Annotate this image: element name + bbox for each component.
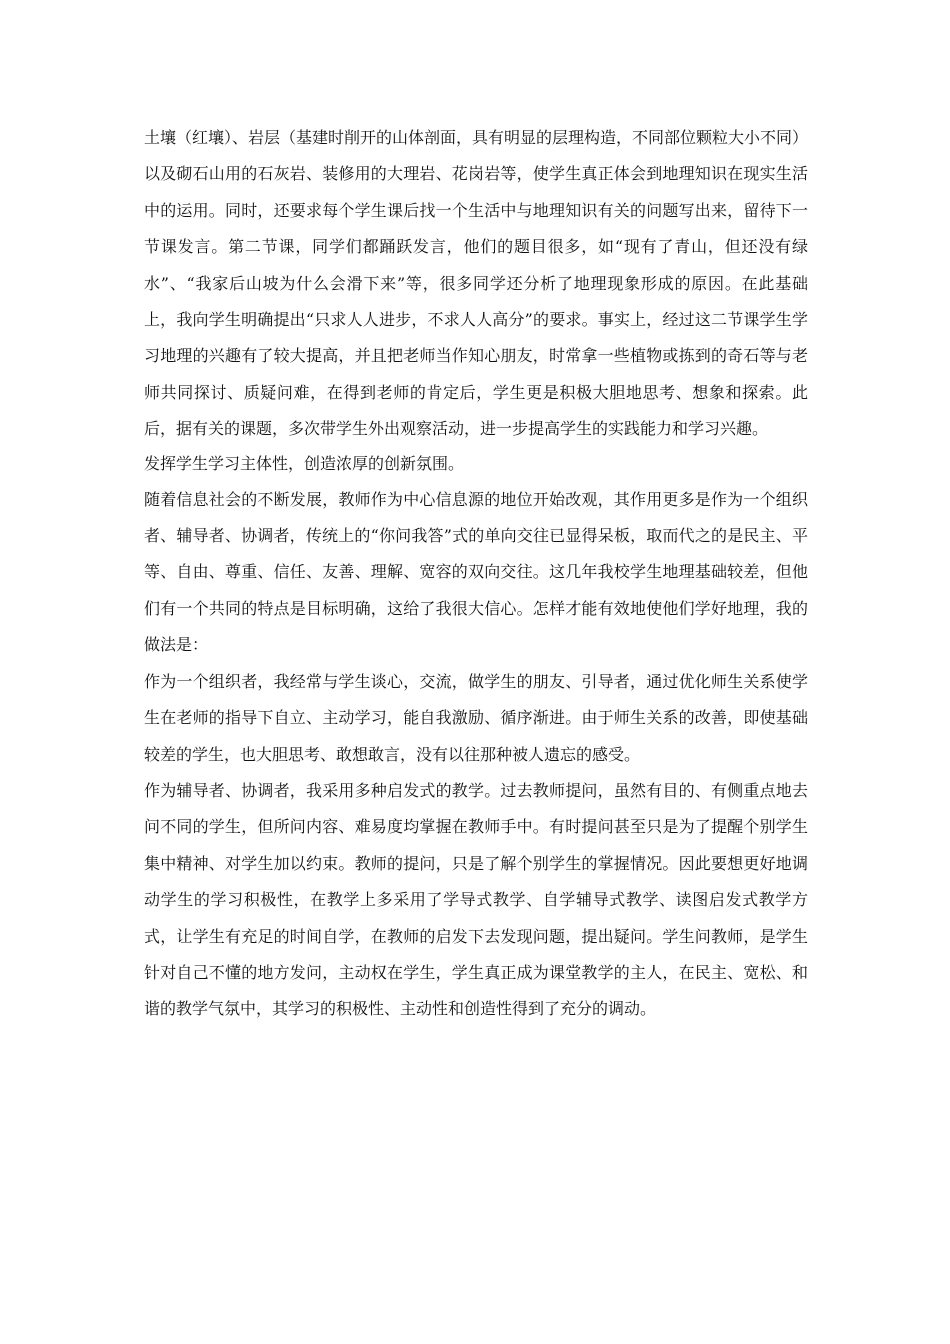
document-body xyxy=(144,120,808,1028)
paragraph-organizer: 作为一个组织者，我经常与学生谈心，交流，做学生的朋友、引导者，通过优化师生关系使学生在老师的指导下自立、主动学习，能自我激励、循序渐进。由于师生关系的改善，即使基础较差的学生，也大胆思考、敢想敢言，没有以往那种被人遗忘的感受。 xyxy=(144,671,808,764)
paragraph-facilitator: 作为辅导者、协调者，我采用多种启发式的教学。过去教师提问，虽然有目的、有侧重点地去问不同的学生，但所问内容、难易度均掌握在教师手中。有时提问甚至只是为了提醒个别学生集中精神、对学生加以约束。教师的提问，只是了解个别学生的掌握情况。因此要想更好地调动学生的学习积极性，在教学上多采用了学导式教学、自学辅导式教学、读图启发式教学方式，让学生有充足的时间自学，在教师的启发下去发现问题，提出疑问。学生问教师，是学生针对自己不懂的地方发问，主动权在学生，学生真正成为课堂教学的主人，在民主、宽松、和谐的教学气氛中，其学习的积极性、主动性和创造性得到了充分的调动。 xyxy=(144,780,808,1019)
paragraph-teacher-role: 随着信息社会的不断发展，教师作为中心信息源的地位开始改观，其作用更多是作为一个组织者、辅导者、协调者，传统上的“你问我答”式的单向交往已显得呆板，取而代之的是民主、平等、自由、尊重、信任、友善、理解、宽容的双向交往。这几年我校学生地理基础较差，但他们有一个共同的特点是目标明确，这给了我很大信心。怎样才能有效地使他们学好地理，我的做法是： xyxy=(144,489,808,655)
paragraph-field-trip: 土壤（红壤）、岩层（基建时削开的山体剖面，具有明显的层理构造，不同部位颗粒大小不同）以及砌石山用的石灰岩、装修用的大理岩、花岗岩等，使学生真正体会到地理知识在现实生活中的运用。同时，还要求每个学生课后找一个生活中与地理知识有关的问题写出来，留待下一节课发言。第二节课，同学们都踊跃发言，他们的题目很多，如“现有了青山，但还没有绿水”、“我家后山坡为什么会滑下来”等，很多同学还分析了地理现象形成的原因。在此基础上，我向学生明确提出“只求人人进步，不求人人高分”的要求。事实上，经过这二节课学生学习地理的兴趣有了较大提高，并且把老师当作知心朋友，时常拿一些植物或拣到的奇石等与老师共同探讨、质疑问难，在得到老师的肯定后，学生更是积极大胆地思考、想象和探索。此后，据有关的课题，多次带学生外出观察活动，进一步提高学生的实践能力和学习兴趣。 xyxy=(144,128,809,439)
paragraph-heading-subjectivity: 发挥学生学习主体性，创造浓厚的创新氛围。 xyxy=(144,453,465,473)
